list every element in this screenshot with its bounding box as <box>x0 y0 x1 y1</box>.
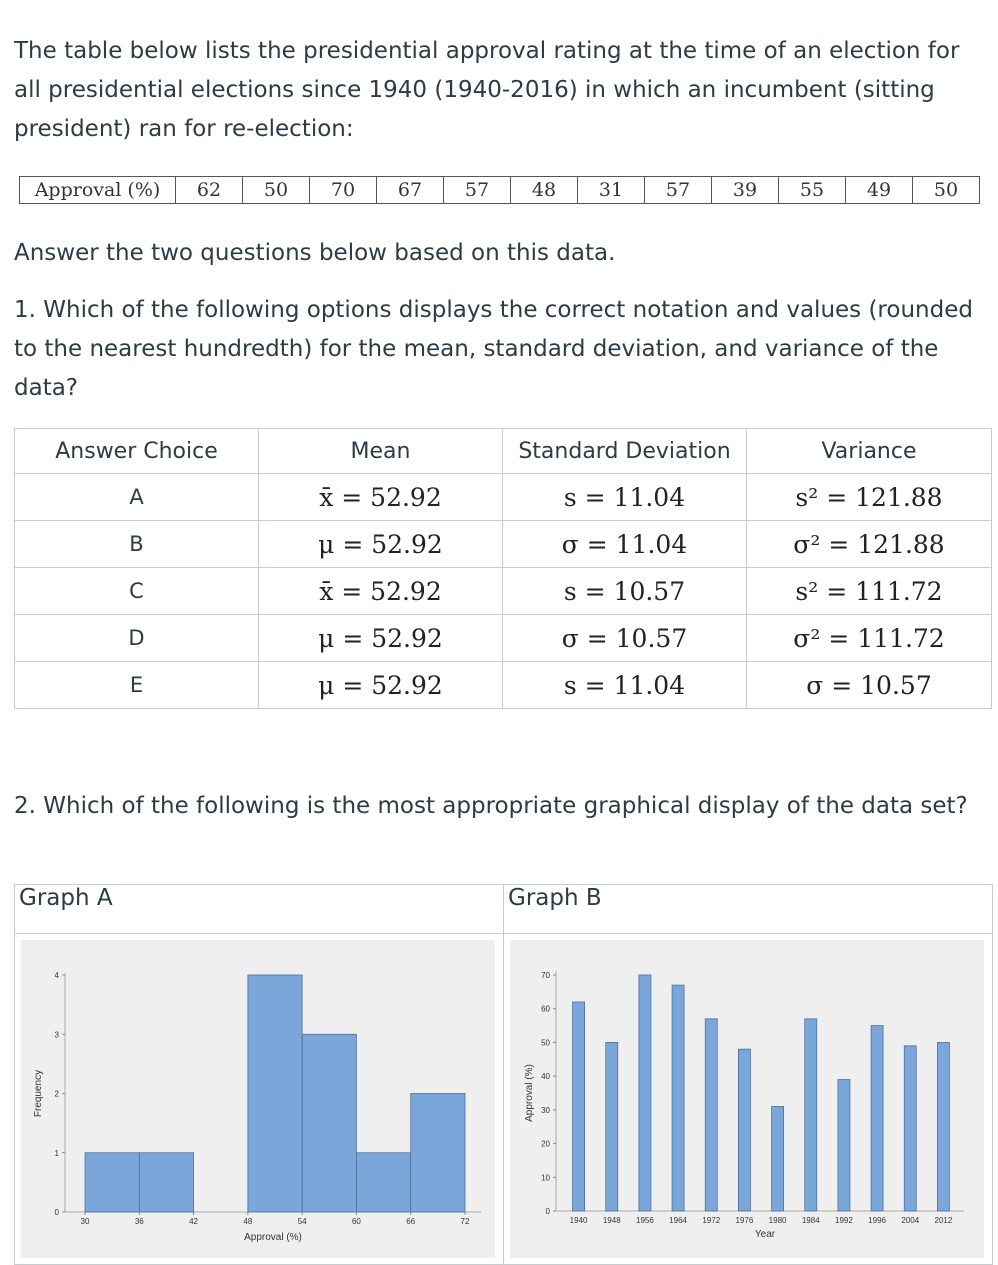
approval-value: 49 <box>846 177 913 204</box>
question-2-text: 2. Which of the following is the most appropriate graphical display of the data set? <box>14 793 968 819</box>
year-bar <box>738 1049 750 1211</box>
mean-cell: x̄ = 52.92 <box>259 568 503 615</box>
y-tick-label: 3 <box>54 1030 59 1040</box>
header-mean: Mean <box>259 429 503 474</box>
x-tick-label: 1972 <box>702 1216 721 1225</box>
x-tick-label: 60 <box>351 1217 361 1226</box>
variance-cell: σ = 10.57 <box>747 662 992 709</box>
approval-data-table <box>19 176 980 204</box>
x-axis-title: Year <box>754 1229 776 1240</box>
variance-cell: s² = 111.72 <box>747 568 992 615</box>
answer-row-d <box>15 615 992 662</box>
approval-value: 57 <box>645 177 712 204</box>
histogram-chart <box>21 940 495 1258</box>
year-bar <box>838 1080 850 1211</box>
y-tick-label: 30 <box>541 1105 550 1115</box>
y-tick-label: 20 <box>541 1139 550 1149</box>
answer-choices-table <box>14 428 992 709</box>
year-bar <box>805 1019 817 1211</box>
histogram-bar <box>302 1034 356 1212</box>
answer-row-c <box>15 568 992 615</box>
variance-cell: s² = 121.88 <box>747 474 992 521</box>
year-bar <box>672 985 684 1211</box>
x-tick-label: 1996 <box>868 1216 886 1225</box>
std-dev-cell: s = 11.04 <box>503 474 747 521</box>
choice-letter: B <box>15 521 259 568</box>
x-tick-label: 48 <box>243 1217 253 1226</box>
approval-value: 70 <box>310 177 377 204</box>
x-tick-label: 66 <box>406 1217 416 1226</box>
x-tick-label: 1940 <box>569 1216 588 1225</box>
histogram-bar <box>85 1153 139 1212</box>
mean-cell: x̄ = 52.92 <box>259 474 503 521</box>
y-tick-label: 40 <box>541 1072 550 1082</box>
histogram-bar <box>139 1153 193 1212</box>
x-tick-label: 1956 <box>636 1216 654 1225</box>
x-tick-label: 1992 <box>835 1216 853 1225</box>
graph-b-background <box>510 940 984 1258</box>
year-bar <box>871 1026 883 1211</box>
x-tick-label: 1964 <box>669 1216 687 1225</box>
choice-letter: E <box>15 662 259 709</box>
answer-row-b <box>15 521 992 568</box>
graph-b-cell <box>504 934 993 1265</box>
graph-a-background <box>21 940 495 1258</box>
graph-options-table <box>14 884 993 1265</box>
x-tick-label: 2004 <box>901 1216 920 1225</box>
y-tick-label: 10 <box>541 1173 550 1183</box>
mean-cell: μ = 52.92 <box>259 662 503 709</box>
y-tick-label: 60 <box>541 1004 550 1014</box>
graph-table-header <box>15 885 993 934</box>
answer-row-e <box>15 662 992 709</box>
year-bar <box>937 1042 949 1211</box>
x-tick-label: 30 <box>80 1217 90 1226</box>
year-bar <box>573 1002 585 1211</box>
y-tick-label: 4 <box>54 971 59 980</box>
x-tick-label: 1948 <box>602 1216 621 1225</box>
approval-row <box>20 177 980 204</box>
histogram-bar <box>411 1094 465 1213</box>
year-bar <box>904 1046 916 1211</box>
approval-value: 67 <box>377 177 444 204</box>
y-tick-label: 70 <box>541 971 550 980</box>
approval-value: 50 <box>243 177 310 204</box>
y-axis-title: Frequency <box>33 1069 44 1118</box>
graph-a-cell <box>15 934 504 1265</box>
choice-letter: C <box>15 568 259 615</box>
approval-value: 39 <box>712 177 779 204</box>
approval-value: 31 <box>578 177 645 204</box>
std-dev-cell: σ = 11.04 <box>503 521 747 568</box>
x-tick-label: 36 <box>134 1217 144 1226</box>
approval-value: 62 <box>176 177 243 204</box>
year-bar <box>606 1042 618 1211</box>
approval-value: 48 <box>511 177 578 204</box>
header-variance: Variance <box>747 429 992 474</box>
graph-table-body <box>15 934 993 1265</box>
x-tick-label: 1980 <box>768 1216 787 1225</box>
year-bar <box>639 975 651 1211</box>
x-tick-label: 2012 <box>934 1216 953 1225</box>
header-std-dev: Standard Deviation <box>503 429 747 474</box>
time-bar-chart <box>510 940 984 1258</box>
x-tick-label: 1976 <box>735 1216 754 1225</box>
variance-cell: σ² = 111.72 <box>747 615 992 662</box>
y-tick-label: 0 <box>54 1208 59 1217</box>
std-dev-cell: σ = 10.57 <box>503 615 747 662</box>
approval-row-label: Approval (%) <box>20 177 176 204</box>
histogram-bar <box>356 1153 410 1212</box>
graph-a-title: Graph A <box>15 885 504 934</box>
answer-table-header <box>15 429 992 474</box>
approval-value: 55 <box>779 177 846 204</box>
graph-b-title: Graph B <box>504 885 993 934</box>
intro-text: The table below lists the presidential approval rating at the time of an election for all presidential elections since 1940 (1940-2016) in which an incumbent (sitting president) ran for re-election: <box>14 38 960 142</box>
variance-cell: σ² = 121.88 <box>747 521 992 568</box>
x-tick-label: 72 <box>460 1217 470 1226</box>
x-tick-label: 42 <box>189 1217 199 1226</box>
std-dev-cell: s = 10.57 <box>503 568 747 615</box>
approval-value: 57 <box>444 177 511 204</box>
y-tick-label: 0 <box>545 1207 550 1216</box>
y-tick-label: 50 <box>541 1038 550 1048</box>
answer-row-a <box>15 474 992 521</box>
y-axis-title: Approval (%) <box>524 1064 535 1122</box>
year-bar <box>772 1106 784 1211</box>
question-1-text: 1. Which of the following options displays the correct notation and values (rounded to the nearest hundredth) for the mean, standard deviation, and variance of the data? <box>14 297 973 401</box>
instructions-text: Answer the two questions below based on this data. <box>14 240 616 266</box>
choice-letter: D <box>15 615 259 662</box>
y-tick-label: 1 <box>54 1148 59 1158</box>
header-answer-choice: Answer Choice <box>15 429 259 474</box>
choice-letter: A <box>15 474 259 521</box>
mean-cell: μ = 52.92 <box>259 615 503 662</box>
x-axis-title: Approval (%) <box>244 1232 302 1243</box>
y-tick-label: 2 <box>54 1089 59 1099</box>
x-tick-label: 1984 <box>801 1216 820 1225</box>
year-bar <box>705 1019 717 1211</box>
mean-cell: μ = 52.92 <box>259 521 503 568</box>
x-tick-label: 54 <box>297 1217 307 1226</box>
histogram-bar <box>248 975 302 1212</box>
std-dev-cell: s = 11.04 <box>503 662 747 709</box>
approval-value: 50 <box>913 177 980 204</box>
